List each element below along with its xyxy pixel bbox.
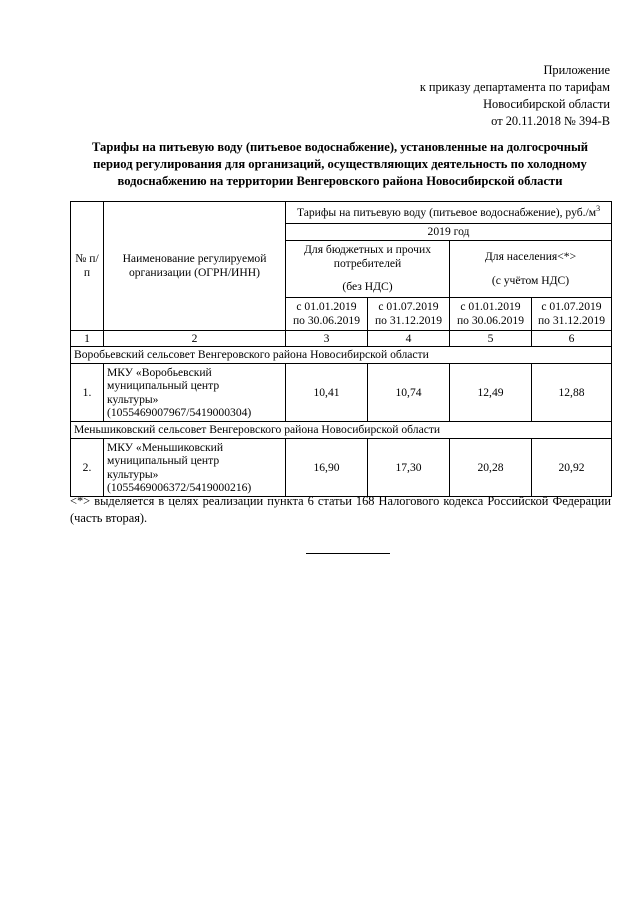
organization-line: культуры» — [107, 467, 159, 481]
header-group-population — [450, 240, 612, 297]
header-period: с 01.07.2019 по 31.12.2019 — [368, 297, 450, 330]
title-line: Тарифы на питьевую воду (питьевое водоснабжение), установленные на долгосрочный — [91, 140, 589, 154]
header-period: с 01.01.2019 по 30.06.2019 — [286, 297, 368, 330]
appendix-block — [420, 62, 610, 130]
appendix-line: к приказу департамента по тарифам — [419, 80, 610, 94]
column-number: 4 — [368, 330, 450, 347]
appendix-line: Новосибирской области — [483, 97, 610, 111]
tariff-value: 12,49 — [450, 364, 532, 422]
header-number: № п/п — [71, 202, 104, 331]
column-number: 6 — [532, 330, 612, 347]
header-group-budget-vat: (без НДС) — [342, 280, 393, 294]
tariff-value: 20,92 — [532, 439, 612, 497]
header-tariffs-label: Тарифы на питьевую воду (питьевое водоснабжение), руб./м — [296, 205, 597, 219]
header-group-population-label: Для населения<*> — [484, 250, 577, 263]
closing-line — [306, 553, 390, 554]
tariff-value: 10,74 — [368, 364, 450, 422]
organization-line: МКУ «Меньшиковский — [107, 440, 224, 454]
section-title: Меньшиковский сельсовет Венгеровского района Новосибирской области — [71, 422, 612, 439]
header-period: с 01.07.2019 по 31.12.2019 — [532, 297, 612, 330]
row-number: 2. — [71, 439, 104, 497]
column-number: 2 — [104, 330, 286, 347]
tariff-value: 16,90 — [286, 439, 368, 497]
organization-cell — [104, 364, 286, 422]
organization-line: МКУ «Воробьевский — [107, 365, 212, 379]
tariff-table — [70, 201, 612, 497]
organization-ids: (1055469006372/5419000216) — [107, 481, 252, 494]
footnote: <*> выделяется в целях реализации пункта 6 статьи 168 Налогового кодекса Российской Федерации (часть вторая). — [70, 494, 611, 525]
section-title: Воробьевский сельсовет Венгеровского района Новосибирской области — [71, 347, 612, 364]
tariff-value: 17,30 — [368, 439, 450, 497]
header-group-budget-label: Для бюджетных и прочих потребителей — [304, 243, 431, 270]
document-title — [70, 139, 610, 190]
tariff-value: 20,28 — [450, 439, 532, 497]
organization-line: муниципальный центр — [107, 379, 220, 392]
header-group-budget — [286, 240, 450, 297]
title-line: водоснабжению на территории Венгеровского района Новосибирской области — [117, 174, 563, 188]
organization-ids: (1055469007967/5419000304) — [107, 406, 252, 419]
header-tariffs — [286, 202, 612, 224]
tariff-value: 10,41 — [286, 364, 368, 422]
header-tariffs-unit-sup: 3 — [596, 203, 601, 213]
appendix-date-line: от 20.11.2018 № 394-В — [491, 114, 610, 128]
header-period: с 01.01.2019 по 30.06.2019 — [450, 297, 532, 330]
header-organization: Наименование регулируемой организации (ОГРН/ИНН) — [104, 202, 286, 331]
header-year: 2019 год — [286, 224, 612, 241]
column-number: 3 — [286, 330, 368, 347]
tariff-value: 12,88 — [532, 364, 612, 422]
row-number: 1. — [71, 364, 104, 422]
organization-line: культуры» — [107, 392, 159, 406]
column-number: 5 — [450, 330, 532, 347]
organization-line: муниципальный центр — [107, 454, 220, 467]
appendix-line: Приложение — [543, 63, 610, 77]
header-group-population-vat: (с учётом НДС) — [491, 273, 570, 287]
column-number: 1 — [71, 330, 104, 347]
organization-cell — [104, 439, 286, 497]
title-line: период регулирования для организаций, осуществляющих деятельность по холодному — [93, 157, 587, 171]
